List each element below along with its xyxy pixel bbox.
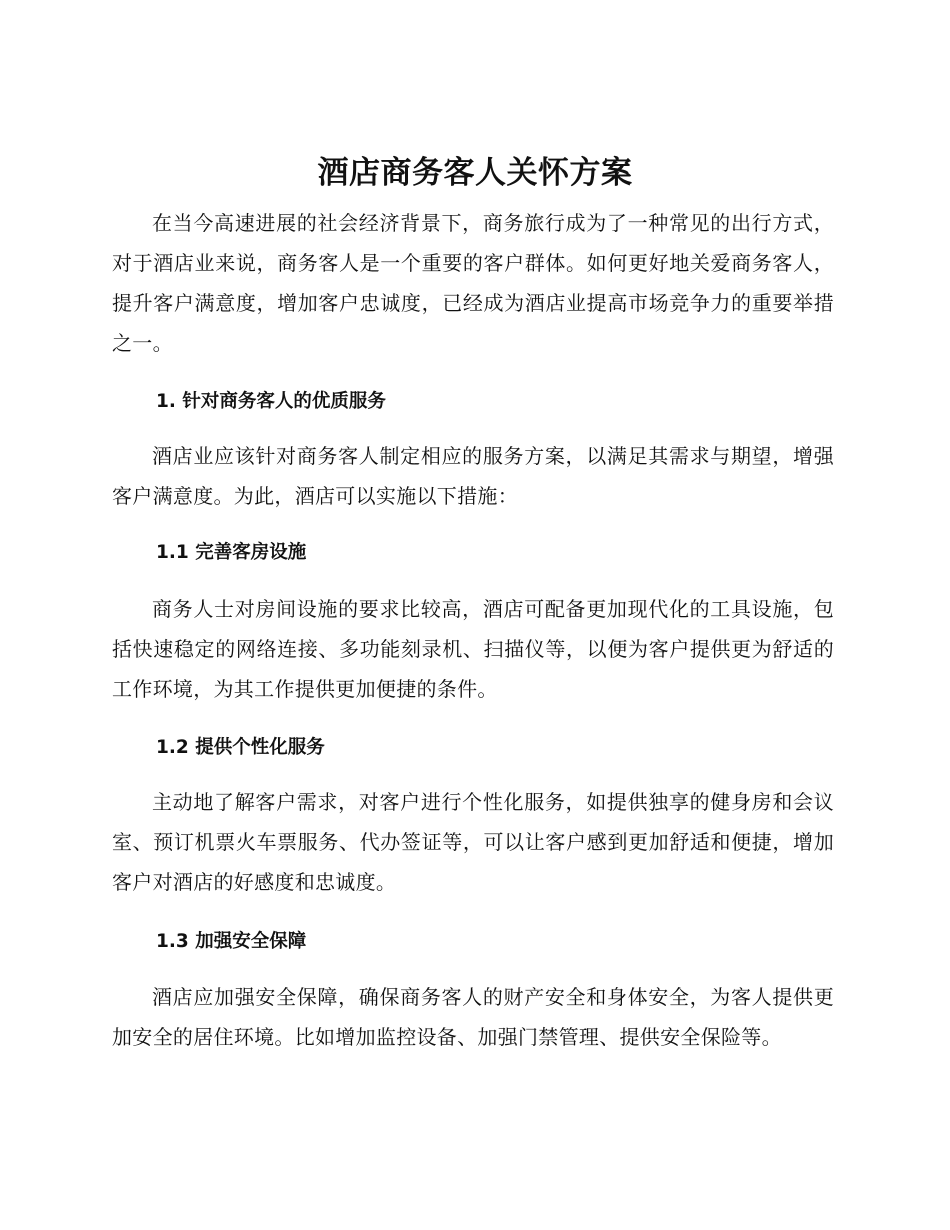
intro-paragraph: 在当今高速进展的社会经济背景下，商务旅行成为了一种常见的出行方式，对于酒店业来说，商务客人是一个重要的客户群体。如何更好地关爱商务客人，提升客户满意度，增加客户忠诚度，已经成为酒店业提高市场竞争力的重要举措之一。 — [112, 211, 834, 355]
section-paragraph-1: 酒店业应该针对商务客人制定相应的服务方案，以满足其需求与期望，增强客户满意度。为此，酒店可以实施以下措施： — [112, 444, 834, 508]
section-heading-1-2: 1.2 提供个性化服务 — [156, 737, 325, 758]
section-heading-1-1: 1.1 完善客房设施 — [156, 542, 307, 563]
section-heading-1-3: 1.3 加强安全保障 — [156, 931, 307, 952]
section-paragraph-1-1: 商务人士对房间设施的要求比较高，酒店可配备更加现代化的工具设施，包括快速稳定的网络连接、多功能刻录机、扫描仪等，以便为客户提供更为舒适的工作环境，为其工作提供更加便捷的条件。 — [112, 597, 834, 701]
section-paragraph-1-2: 主动地了解客户需求，对客户进行个性化服务，如提供独享的健身房和会议室、预订机票火车票服务、代办签证等，可以让客户感到更加舒适和便捷，增加客户对酒店的好感度和忠诚度。 — [112, 790, 834, 894]
section-paragraph-1-3: 酒店应加强安全保障，确保商务客人的财产安全和身体安全，为客人提供更加安全的居住环境。比如增加监控设备、加强门禁管理、提供安全保险等。 — [112, 985, 834, 1049]
section-heading-1: 1. 针对商务客人的优质服务 — [156, 391, 386, 412]
document-title: 酒店商务客人关怀方案 — [317, 155, 633, 191]
